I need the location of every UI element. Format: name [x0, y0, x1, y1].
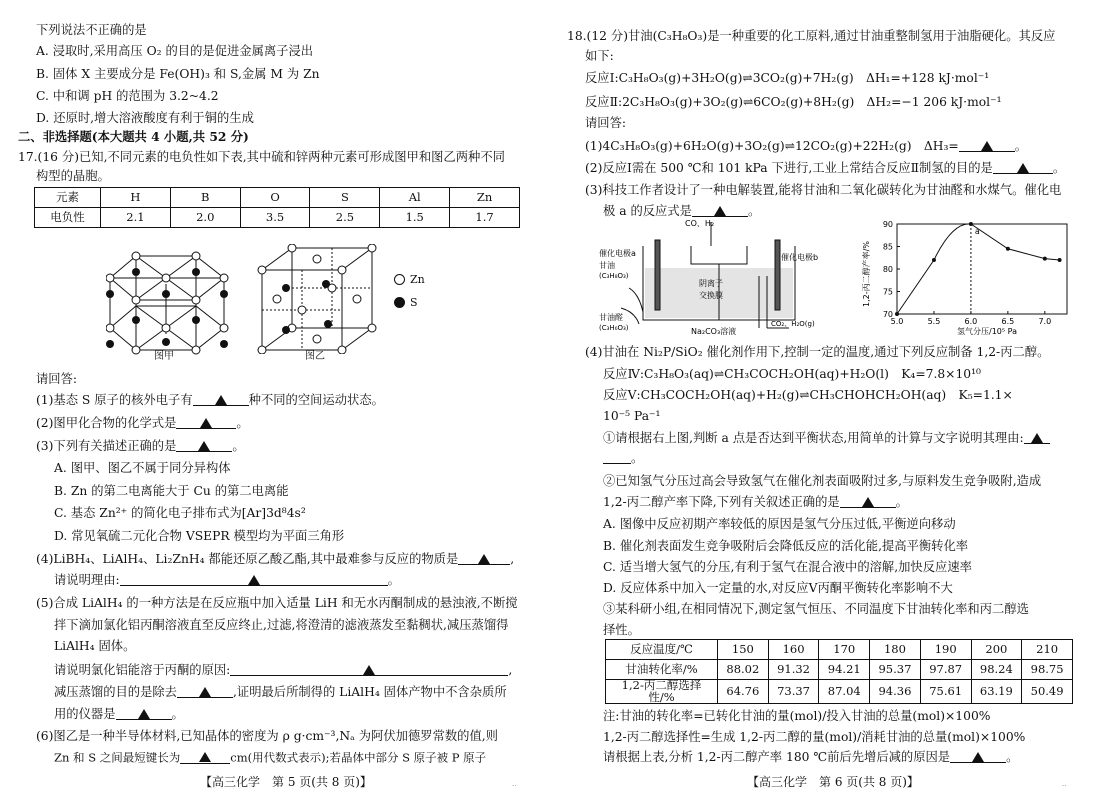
- triangle-marker-icon: [478, 554, 490, 564]
- table-cell: 150: [718, 640, 769, 660]
- option-d: D. 反应体系中加入一定量的水,对反应Ⅴ丙酮平衡转化率影响不大: [603, 581, 953, 595]
- table-cell: 元素: [35, 188, 101, 208]
- triangle-marker-icon: [972, 752, 984, 762]
- table-cell: 97.87: [920, 660, 971, 680]
- scan-mark: ··: [1062, 782, 1067, 790]
- propanediol-yield-chart: [857, 216, 1077, 336]
- triangle-marker-icon: [981, 141, 993, 151]
- table-cell: 2.0: [170, 208, 240, 228]
- answer-blank[interactable]: [458, 553, 510, 565]
- section-heading: 二、非选择题(本大题共 4 小题,共 52 分): [18, 129, 249, 144]
- option-c: C. 基态 Zn²⁺ 的简化电子排布式为[Ar]3d⁸4s²: [54, 506, 306, 520]
- question-17-stem-cont: 构型的晶胞。: [36, 169, 110, 183]
- sub-question-4-3: ③某科研小组,在相同情况下,测定氢气恒压、不同温度下甘油转化率和丙二醇选: [603, 602, 1029, 616]
- option-d: D. 还原时,增大溶液酸度有利于铜的生成: [36, 111, 254, 125]
- figure-yi-crystal: [256, 244, 386, 354]
- x-tick-label: 6.0: [964, 317, 978, 326]
- label-glycerol: 甘油: [599, 261, 615, 270]
- table-cell: 88.02: [718, 660, 769, 680]
- right-page: [547, 0, 1094, 800]
- answer-intro: 请回答:: [585, 116, 627, 130]
- table-cell: 160: [768, 640, 819, 660]
- sub-question-1: (1)4C₃H₈O₃(g)+6H₂O(g)+3O₂(g)⇌12CO₂(g)+22H₂(g) ΔH₃= 。: [585, 139, 1027, 153]
- text-line: 下列说法不正确的是: [36, 23, 147, 37]
- table-cell: 98.75: [1022, 660, 1073, 680]
- table-cell: 1.7: [450, 208, 520, 228]
- reaction-5-cont: 10⁻⁵ Pa⁻¹: [603, 409, 661, 423]
- answer-intro: 请回答:: [36, 372, 78, 386]
- reaction-5: 反应Ⅴ:CH₃COCH₂OH(aq)+H₂(g)⇌CH₃CHOHCH₂OH(aq) K₅=1.1×: [603, 388, 1013, 402]
- option-c: C. 中和调 pH 的范围为 3.2~4.2: [36, 89, 219, 103]
- sub-question-4-1: ①请根据右上图,判断 a 点是否达到平衡状态,用简单的计算与文字说明其理由:: [603, 432, 1050, 444]
- table-cell: O: [240, 188, 310, 208]
- table-cell: 95.37: [870, 660, 921, 680]
- reaction-1: 反应Ⅰ:C₃H₈O₃(g)+3H₂O(g)⇌3CO₂(g)+7H₂(g) ΔH₁=+128 kJ·mol⁻¹: [585, 71, 990, 85]
- table-cell: 1,2-丙二醇选择性/%: [606, 680, 718, 704]
- y-tick-label: 75: [882, 287, 893, 297]
- table-cell: S: [310, 188, 380, 208]
- answer-blank[interactable]: [176, 417, 236, 429]
- question-18-stem-cont: 如下:: [585, 49, 614, 63]
- triangle-marker-icon: [200, 418, 212, 428]
- legend-s-marker: [394, 297, 405, 308]
- data-point: [1006, 247, 1010, 251]
- label-glyceraldehyde-formula: (C₃H₆O₃): [599, 324, 629, 332]
- triangle-marker-icon: [199, 687, 211, 697]
- triangle-marker-icon: [1017, 163, 1029, 173]
- table-cell: 170: [819, 640, 870, 660]
- sub-question-4-1-end: 。: [603, 452, 643, 464]
- table-cell: 94.36: [870, 680, 921, 704]
- note-2: 1,2-丙二醇选择性=生成 1,2-丙二醇的量(mol)/消耗甘油的总量(mol)×100%: [603, 730, 1026, 744]
- right-footer: 【高三化学 第 6 页(共 8 页)】: [747, 775, 919, 789]
- question-3: (3)下列有关描述正确的是 。: [36, 439, 245, 453]
- table-cell: 甘油转化率/%: [606, 660, 718, 680]
- table-cell: 73.37: [768, 680, 819, 704]
- option-d: D. 常见氧硫二元化合物 VSEPR 模型均为平面三角形: [54, 529, 345, 543]
- triangle-marker-icon: [248, 575, 260, 585]
- data-point: [932, 258, 936, 262]
- table-cell: 190: [920, 640, 971, 660]
- answer-blank[interactable]: [176, 440, 232, 452]
- triangle-marker-icon: [862, 497, 874, 507]
- x-tick-label: 6.5: [1001, 317, 1015, 326]
- label-solution: Na₂CO₃溶液: [691, 327, 737, 336]
- table-cell: 1.5: [380, 208, 450, 228]
- label-electrode-b: 催化电极b: [781, 253, 819, 262]
- table-cell: Zn: [450, 188, 520, 208]
- table-cell: 反应温度/℃: [606, 640, 718, 660]
- label-glyceraldehyde: 甘油醛: [599, 313, 623, 322]
- scan-mark: ··: [512, 782, 517, 790]
- question-1: (1)基态 S 原子的核外电子有 种不同的空间运动状态。: [36, 393, 384, 407]
- table-cell: 电负性: [35, 208, 101, 228]
- data-point: [1058, 258, 1062, 262]
- figure-jia-crystal: [106, 244, 236, 364]
- table-cell: 64.76: [718, 680, 769, 704]
- electrolysis-apparatus: [599, 216, 829, 338]
- question-6-cont: Zn 和 S 之间最短键长为 cm(用代数式表示);若晶体中部分 S 原子被 P 原子: [54, 750, 487, 765]
- option-b: B. 固体 X 主要成分是 Fe(OH)₃ 和 S,金属 M 为 Zn: [36, 67, 320, 81]
- table-cell: Al: [380, 188, 450, 208]
- question-5-reason: 请说明氯化铝能溶于丙酮的原因: ,: [54, 663, 513, 677]
- table-cell: 200: [971, 640, 1022, 660]
- data-point: [969, 222, 973, 226]
- table-cell: 94.21: [819, 660, 870, 680]
- y-tick-label: 70: [882, 310, 893, 319]
- answer-blank[interactable]: [959, 140, 1015, 152]
- legend-zn-label: Zn: [410, 273, 425, 286]
- y-tick-label: 85: [882, 242, 893, 252]
- chart-xlabel: 氢气分压/10⁵ Pa: [957, 327, 1017, 336]
- note-1: 注:甘油的转化率=已转化甘油的量(mol)/投入甘油的总量(mol)×100%: [603, 709, 991, 723]
- triangle-marker-icon: [215, 395, 227, 405]
- data-point: [895, 312, 899, 316]
- answer-blank[interactable]: [993, 162, 1053, 174]
- answer-blank[interactable]: [120, 574, 388, 586]
- answer-blank[interactable]: [603, 452, 631, 464]
- triangle-marker-icon: [198, 441, 210, 451]
- sub-question-4-3-cont: 择性。: [603, 623, 640, 637]
- table-cell: 91.32: [768, 660, 819, 680]
- legend-zn-marker: [394, 274, 405, 285]
- table-cell: 3.5: [240, 208, 310, 228]
- question-4-reason: 请说明理由: 。: [54, 573, 400, 587]
- table-cell: 63.19: [971, 680, 1022, 704]
- reaction-2: 反应Ⅱ:2C₃H₈O₃(g)+3O₂(g)⇌6CO₂(g)+8H₂(g) ΔH₂=−1 206 kJ·mol⁻¹: [585, 95, 1002, 109]
- option-b: B. Zn 的第二电离能大于 Cu 的第二电离能: [54, 484, 289, 498]
- x-tick-label: 5.5: [927, 317, 941, 326]
- table-cell: 180: [870, 640, 921, 660]
- table-cell: B: [170, 188, 240, 208]
- x-tick-label: 7.0: [1038, 317, 1052, 326]
- legend-s-label: S: [410, 296, 418, 309]
- question-4: (4)LiBH₄、LiAlH₄、Li₂ZnH₄ 都能还原乙酸乙酯,其中最难参与反应的物质是 ,: [36, 552, 515, 566]
- triangle-marker-icon: [138, 709, 150, 719]
- question-18-stem: 18.(12 分)甘油(C₃H₈O₃)是一种重要的化工原料,通过甘油重整制氢用于油脂硬化。其反应: [567, 29, 1056, 43]
- table-cell: 75.61: [920, 680, 971, 704]
- option-a: A. 图甲、图乙不属于同分异构体: [54, 461, 231, 475]
- chart-frame: [897, 224, 1067, 314]
- figure-yi-caption: 图乙: [305, 351, 325, 362]
- label-membrane: 阴离子: [699, 279, 723, 288]
- question-5-cont: LiAlH₄ 固体。: [54, 639, 136, 653]
- y-tick-label: 90: [882, 220, 893, 229]
- question-5-cont: 拌下滴加氯化铝丙酮溶液直至反应终止,过滤,将澄清的滤液蒸发至黏稠状,减压蒸馏得: [54, 618, 509, 632]
- answer-blank[interactable]: [840, 496, 896, 508]
- question-5-instrument: 用的仪器是 。: [54, 707, 184, 721]
- sub-question-4: (4)甘油在 Ni₂P/SiO₂ 催化剂作用下,控制一定的温度,通过下列反应制备 1,2-丙二醇。: [585, 345, 1050, 359]
- table-cell: 2.1: [101, 208, 171, 228]
- table-cell: 98.24: [971, 660, 1022, 680]
- chart-ylabel: 1,2-丙二醇产率/%: [862, 241, 871, 307]
- sub-question-3-cont: 极 a 的反应式是 。: [603, 204, 761, 218]
- sub-question-2: (2)反应Ⅰ需在 500 ℃和 101 kPa 下进行,工业上常结合反应Ⅱ制氢的目的是 。: [585, 161, 1066, 175]
- option-c: C. 适当增大氢气的分压,有利于氢气在混合液中的溶解,加快反应速率: [603, 560, 972, 574]
- label-glycerol-formula: (C₃H₈O₃): [599, 272, 629, 280]
- point-label-a: a: [974, 227, 980, 236]
- option-a: A. 图像中反应初期产率较低的原因是氢气分压过低,平衡逆向移动: [603, 517, 956, 531]
- answer-blank[interactable]: [116, 708, 172, 720]
- answer-blank[interactable]: [1024, 432, 1050, 444]
- option-b: B. 催化剂表面发生竞争吸附后会降低反应的活化能,提高平衡转化率: [603, 539, 969, 553]
- question-5: (5)合成 LiAlH₄ 的一种方法是在反应瓶中加入适量 LiH 和无水丙酮制成的悬浊液,不断搅: [36, 596, 518, 610]
- figure-jia-caption: 图甲: [154, 351, 174, 362]
- sub-question-3: (3)科技工作者设计了一种电解装置,能将甘油和二氧化碳转化为甘油醛和水煤气。催化电: [585, 183, 1062, 197]
- series-line: [897, 224, 1060, 314]
- question-6: (6)图乙是一种半导体材料,已知晶体的密度为 ρ g·cm⁻³,Nₐ 为阿伏加德罗常数的值,则: [36, 729, 498, 743]
- label-co2-h2o: CO₂、H₂O(g): [771, 320, 815, 328]
- label-electrode-a: 催化电极a: [599, 249, 636, 258]
- answer-blank[interactable]: [177, 686, 233, 698]
- table-cell: 2.5: [310, 208, 380, 228]
- reaction-4: 反应Ⅳ:C₃H₈O₃(aq)⇌CH₃COCH₂OH(aq)+H₂O(l) K₄=7.8×10¹⁰: [603, 367, 981, 381]
- answer-blank[interactable]: [193, 394, 249, 406]
- sub-question-4-2: ②已知氢气分压过高会导致氢气在催化剂表面吸附过多,与原料发生竞争吸附,造成: [603, 474, 1042, 488]
- question-5-purpose: 减压蒸馏的目的是除去 ,证明最后所制得的 LiAlH₄ 固体产物中不含杂质所: [54, 685, 507, 699]
- question-17-stem: 17.(16 分)已知,不同元素的电负性如下表,其中硫和锌两种元素可形成图甲和图乙两种不同: [18, 150, 505, 164]
- y-tick-label: 80: [882, 265, 893, 274]
- answer-blank[interactable]: [180, 752, 230, 764]
- triangle-marker-icon: [714, 206, 726, 216]
- note-3: 请根据上表,分析 1,2-丙二醇产率 180 ℃前后先增后减的原因是 。: [603, 750, 1019, 764]
- label-membrane-2: 交换膜: [699, 291, 723, 300]
- table-cell: 210: [1022, 640, 1073, 660]
- label-co-h2: CO、H₂: [685, 219, 715, 228]
- answer-blank[interactable]: [950, 751, 1006, 763]
- sub-question-4-2-cont: 1,2-丙二醇产率下降,下列有关叙述正确的是 。: [603, 495, 908, 509]
- table-cell: H: [101, 188, 171, 208]
- electronegativity-table: [34, 187, 520, 228]
- triangle-marker-icon: [1031, 433, 1043, 443]
- answer-blank[interactable]: [230, 664, 508, 676]
- left-footer: 【高三化学 第 5 页(共 8 页)】: [200, 775, 372, 789]
- x-tick-label: 5.0: [890, 317, 904, 326]
- triangle-marker-icon: [363, 665, 375, 675]
- table-cell: 50.49: [1022, 680, 1073, 704]
- data-point: [1043, 257, 1047, 261]
- question-2: (2)图甲化合物的化学式是 。: [36, 416, 249, 430]
- triangle-marker-icon: [199, 752, 211, 762]
- temperature-table: [605, 639, 1073, 704]
- option-a: A. 浸取时,采用高压 O₂ 的目的是促进金属离子浸出: [36, 44, 314, 58]
- table-cell: 87.04: [819, 680, 870, 704]
